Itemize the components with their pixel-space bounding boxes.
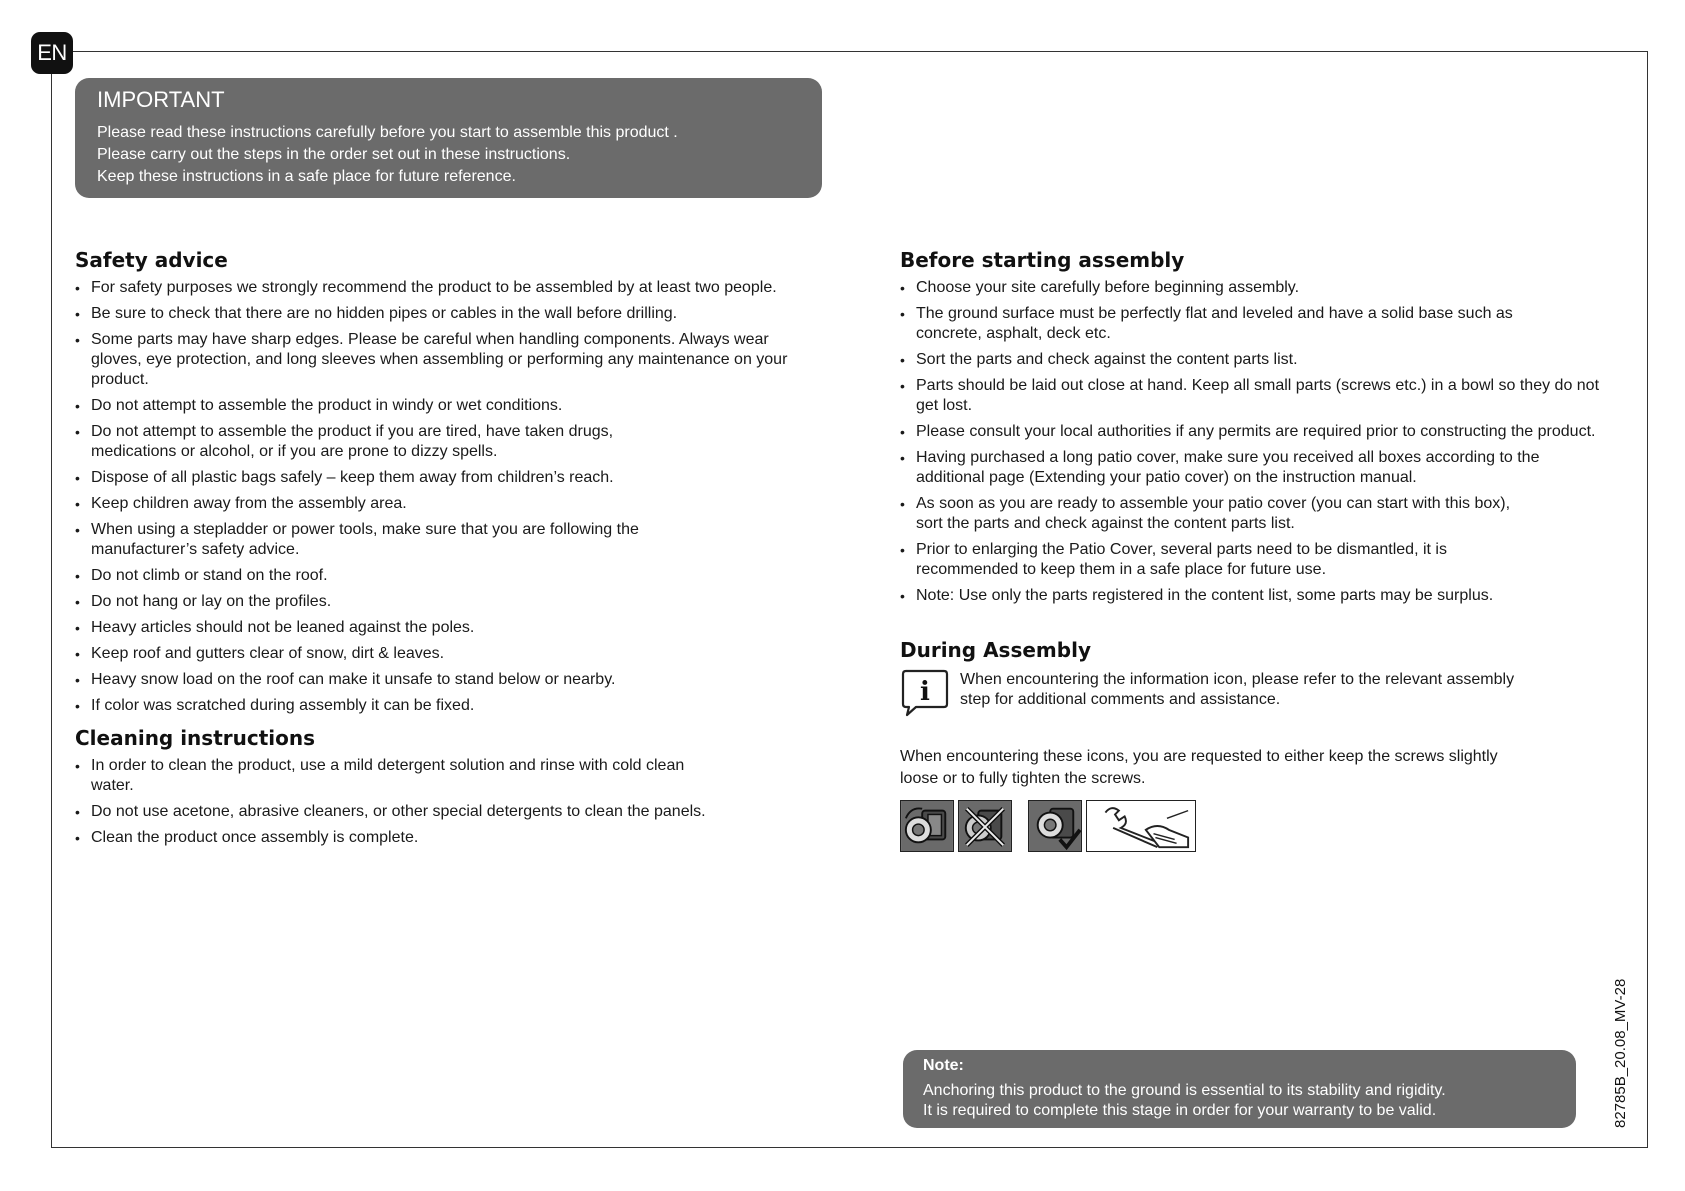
before-item: • Please consult your local authorities if any permits are required prior to constructing the product. [900,422,1600,442]
right-column [900,248,1600,852]
important-box [75,78,822,198]
info-icon [900,668,950,718]
important-line: Keep these instructions in a safe place for future reference. [97,168,516,185]
cleaning-item: • In order to clean the product, use a mild detergent solution and rinse with cold clean water. [75,756,691,796]
info-text: When encountering the information icon, please refer to the relevant assembly step for additional comments and assistance. [960,671,1515,708]
svg-text:i: i [920,677,930,707]
before-item: • Note: Use only the parts registered in the content list, some parts may be surplus. [900,586,1600,606]
important-title: IMPORTANT [97,87,225,112]
before-item: • Parts should be laid out close at hand. Keep all small parts (screws etc.) in a bowl so they do not get lost. [900,376,1600,416]
info-row [900,668,1600,718]
before-item: • Sort the parts and check against the content parts list. [900,350,1600,370]
cleaning-heading: Cleaning instructions [75,726,316,750]
loose-screw-icon [900,800,954,852]
note-title: Note: [923,1057,964,1074]
safety-item: • Be sure to check that there are no hidden pipes or cables in the wall before drilling. [75,304,835,324]
safety-item: • Do not hang or lay on the profiles. [75,592,835,612]
safety-item: • Do not attempt to assemble the product if you are tired, have taken drugs, medications or alcohol, or if you are prone to dizzy spells. [75,422,691,462]
cleaning-item: • Clean the product once assembly is complete. [75,828,835,848]
language-badge: EN [31,32,73,74]
before-list [900,278,1600,606]
safety-item: • Keep children away from the assembly area. [75,494,835,514]
before-heading: Before starting assembly [900,248,1185,272]
safety-item: • For safety purposes we strongly recommend the product to be assembled by at least two people. [75,278,835,298]
safety-item: • When using a stepladder or power tools, make sure that you are following the manufacturer’s safety advice. [75,520,691,560]
before-item: • Having purchased a long patio cover, make sure you received all boxes according to the additional page (Extending your patio cover) on the instruction manual. [900,448,1546,488]
safety-item: • Heavy snow load on the roof can make it unsafe to stand below or nearby. [75,670,835,690]
before-item: • Prior to enlarging the Patio Cover, several parts need to be dismantled, it is recommended to keep them in a safe place for future use. [900,540,1526,580]
before-item: • As soon as you are ready to assemble your patio cover (you can start with this box), sort the parts and check against the content parts list. [900,494,1526,534]
cleaning-list [75,756,835,848]
before-item: • The ground surface must be perfectly flat and leveled and have a solid base such as concrete, asphalt, deck etc. [900,304,1566,344]
document-code: 82785B_20.08_MV-28 [1612,978,1629,1128]
screw-icons-row [900,800,1600,852]
during-heading: During Assembly [900,638,1091,662]
before-item: • Choose your site carefully before beginning assembly. [900,278,1600,298]
safety-item: • Keep roof and gutters clear of snow, dirt & leaves. [75,644,835,664]
safety-item: • Do not climb or stand on the roof. [75,566,835,586]
safety-item: • Dispose of all plastic bags safely – keep them away from children’s reach. [75,468,835,488]
note-line: It is required to complete this stage in order for your warranty to be valid. [923,1102,1437,1119]
safety-item: • If color was scratched during assembly it can be fixed. [75,696,835,716]
screws-text: When encountering these icons, you are requested to either keep the screws slightly loose or to fully tighten the screws. [900,748,1498,787]
loose-screw-crossed-icon [958,800,1012,852]
safety-item: • Do not attempt to assemble the product in windy or wet conditions. [75,396,835,416]
important-line: Please carry out the steps in the order set out in these instructions. [97,146,571,163]
left-column [75,248,835,854]
wrench-hand-icon [1086,800,1196,852]
note-line: Anchoring this product to the ground is essential to its stability and rigidity. [923,1082,1446,1099]
tighten-screw-check-icon [1028,800,1082,852]
cleaning-item: • Do not use acetone, abrasive cleaners, or other special detergents to clean the panels. [75,802,835,822]
safety-item: • Heavy articles should not be leaned against the poles. [75,618,835,638]
safety-list [75,278,835,716]
safety-item: • Some parts may have sharp edges. Please be careful when handling components. Always wear gloves, eye protection, and long sleeves when assembling or performing any maintenance on your product. [75,330,791,390]
important-line: Please read these instructions carefully before you start to assemble this product . [97,124,678,141]
note-box [903,1050,1576,1128]
safety-heading: Safety advice [75,248,228,272]
